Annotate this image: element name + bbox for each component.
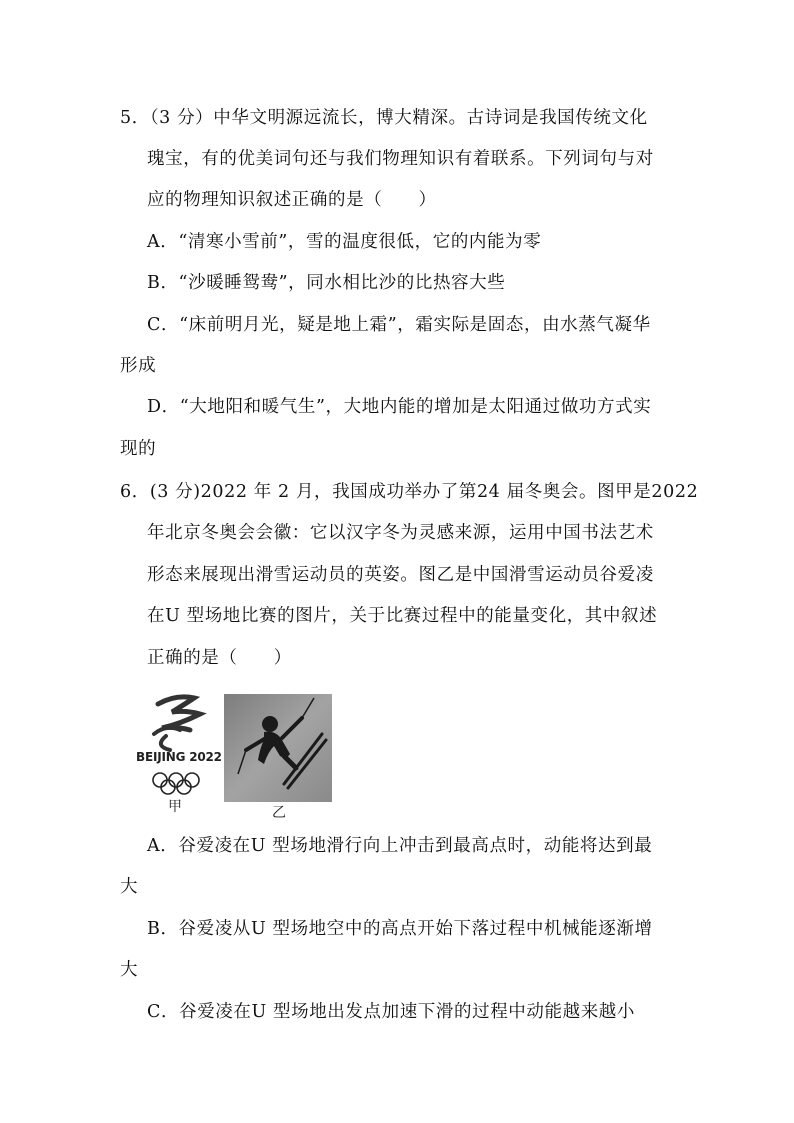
q6-stem-line-3: 形态来展现出滑雪运动员的英姿。图乙是中国滑雪运动员谷爱凌 — [147, 565, 654, 585]
q5-stem-line-2: 瑰宝，有的优美词句还与我们物理知识有着联系。下列词句与对 — [147, 149, 654, 169]
q5-option-b: B．“沙暖睡鸳鸯”，同水相比沙的比热容大些 — [147, 273, 506, 293]
q5-option-a: A．“清寒小雪前”，雪的温度很低，它的内能为零 — [147, 232, 542, 252]
q5-option-d-line-2: 现的 — [120, 439, 157, 459]
q6-option-c: C．谷爱凌在U 型场地出发点加速下滑的过程中动能越来越小 — [147, 1002, 635, 1022]
q5-option-c-line-1: C．“床前明月光，疑是地上霜”，霜实际是固态，由水蒸气凝华 — [147, 315, 651, 335]
figure-caption-jia: 甲 — [168, 799, 182, 815]
q5-stem-line-3: 应的物理知识叙述正确的是（ ） — [147, 190, 437, 210]
q6-figure — [136, 690, 336, 820]
q6-option-a-line-2: 大 — [120, 877, 139, 897]
q6-stem-line-5: 正确的是（ ） — [147, 648, 292, 668]
q5-option-c-line-2: 形成 — [120, 356, 157, 376]
q6-stem-line-4: 在U 型场地比赛的图片，关于比赛过程中的能量变化，其中叙述 — [147, 606, 658, 626]
q5-stem-line-1: 5．（3 分）中华文明源远流长，博大精深。古诗词是我国传统文化 — [120, 108, 648, 128]
q6-option-b-line-1: B．谷爱凌从U 型场地空中的高点开始下落过程中机械能逐渐增 — [147, 919, 653, 939]
skier-photo-image — [224, 694, 332, 802]
q5-option-d-line-1: D．“大地阳和暖气生”，大地内能的增加是太阳通过做功方式实 — [147, 397, 652, 417]
emblem-logo-text: BEIJING 2022 — [136, 750, 222, 764]
q6-option-b-line-2: 大 — [120, 960, 139, 980]
q6-stem-line-2: 年北京冬奥会会徽：它以汉字冬为灵感来源，运用中国书法艺术 — [147, 523, 654, 543]
figure-caption-yi: 乙 — [272, 805, 286, 821]
q6-option-a-line-1: A．谷爱凌在U 型场地滑行向上冲击到最高点时，动能将达到最 — [147, 836, 653, 856]
q6-stem-line-1: 6．(3 分)2022 年 2 月，我国成功举办了第24 届冬奥会。图甲是2022 — [120, 482, 699, 502]
